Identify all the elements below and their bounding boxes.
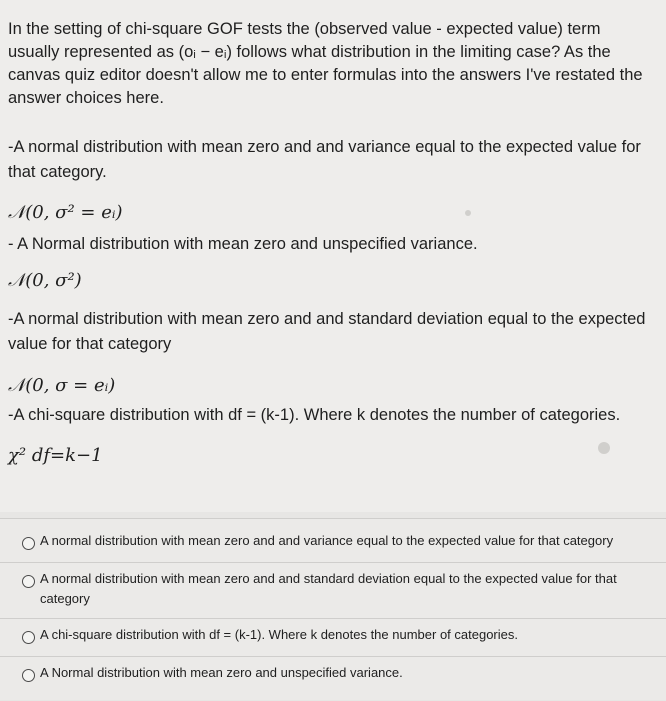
choice-3-formula: 𝒩(0, σ = eᵢ) <box>8 375 116 396</box>
radio-button[interactable] <box>22 575 35 588</box>
answer-option-1[interactable] <box>0 518 666 563</box>
cursor-dot <box>465 210 471 216</box>
radio-button[interactable] <box>22 669 35 682</box>
answer-option-3[interactable] <box>0 618 666 657</box>
answer-label[interactable]: A Normal distribution with mean zero and unspecified variance. <box>40 665 403 680</box>
choice-3-text: -A normal distribution with mean zero and and standard deviation equal to the expected value for that category <box>8 310 646 353</box>
question-text: In the setting of chi-square GOF tests the (observed value - expected value) term usually represented as (oᵢ − eᵢ) follows what distribution in the limiting case? As the canvas quiz editor doesn't allow me to enter formulas into the answers I've restated the answer choices here. <box>8 20 643 107</box>
choice-4-formula: χ² df=k−1 <box>8 445 103 466</box>
choice-1-formula: 𝒩(0, σ² = eᵢ) <box>8 202 123 223</box>
answer-label[interactable]: A normal distribution with mean zero and and standard deviation equal to the expected value for that category <box>40 571 617 606</box>
answer-option-4[interactable] <box>0 656 666 701</box>
answer-list <box>0 518 666 700</box>
blur-dot <box>598 442 610 454</box>
choice-2-formula: 𝒩(0, σ²) <box>8 270 82 291</box>
radio-button[interactable] <box>22 631 35 644</box>
choice-2-text: - A Normal distribution with mean zero and unspecified variance. <box>8 235 478 253</box>
answer-label[interactable]: A normal distribution with mean zero and and variance equal to the expected value for that category <box>40 533 614 548</box>
answer-label[interactable]: A chi-square distribution with df = (k-1). Where k denotes the number of categories. <box>40 627 518 642</box>
choice-4-text: -A chi-square distribution with df = (k-1). Where k denotes the number of categories. <box>8 406 621 424</box>
radio-button[interactable] <box>22 537 35 550</box>
answer-option-2[interactable] <box>0 562 666 619</box>
choice-1-text: -A normal distribution with mean zero and and variance equal to the expected value for that category. <box>8 138 641 181</box>
